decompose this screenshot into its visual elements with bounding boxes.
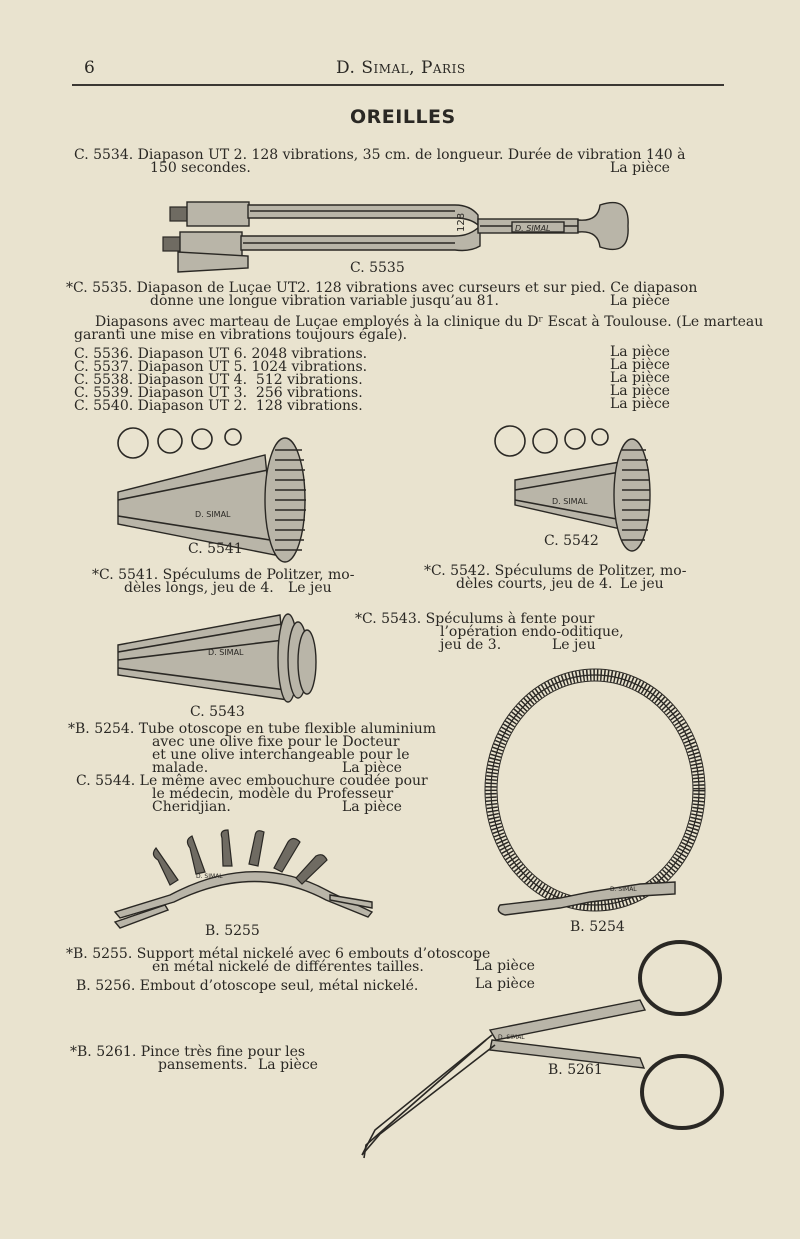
entry-b5255-line1: *B. 5255. Support métal nickelé avec 6 embouts d’otoscope (66, 946, 491, 962)
entry-c5534-price: La pièce (610, 160, 670, 176)
entry-b5255-line2: en métal nickelé de différentes tailles. (152, 959, 424, 975)
caption-c5541: C. 5541 (188, 541, 243, 557)
entry-b5261-price: La pièce (258, 1057, 318, 1073)
list-item-price: La pièce (610, 383, 670, 399)
caption-b5255: B. 5255 (205, 923, 260, 939)
entry-c5541-line2: dèles longs, jeu de 4. (124, 580, 274, 596)
entry-c5535-price: La pièce (610, 293, 670, 309)
list-item-price: La pièce (610, 370, 670, 386)
list-item-price: La pièce (610, 357, 670, 373)
entry-c5535-line1: *C. 5535. Diapason de Luçae UT2. 128 vibrations avec curseurs et sur pied. Ce diapason (66, 280, 698, 296)
speculum-slit-brand: D. SIMAL (208, 648, 244, 657)
fork-brand-engraving: D. SIMAL (515, 224, 551, 233)
entry-c5544-line2: le médecin, modèle du Professeur (152, 786, 394, 802)
entry-c5544-line3: Cheridjian. (152, 799, 231, 815)
speculum-short-brand: D. SIMAL (552, 497, 588, 506)
entry-b5256-price: La pièce (475, 976, 535, 992)
caption-b5261: B. 5261 (548, 1062, 603, 1078)
entry-c5544-price: La pièce (342, 799, 402, 815)
fork-number-engraving: 128 (456, 212, 467, 232)
entry-b5254-line3: et une olive interchangeable pour le (152, 747, 410, 763)
intro-line1: Diapasons avec marteau de Luçae employés à la clinique du Dʳ Escat à Toulouse. (Le marteau (95, 314, 764, 330)
entry-c5535-line2: donne une longue vibration variable jusqu’au 81. (150, 293, 499, 309)
forceps-brand: D. SIMAL (498, 1034, 525, 1041)
entry-c5541-line1: *C. 5541. Spéculums de Politzer, mo- (92, 567, 355, 583)
entry-c5542-line1: *C. 5542. Spéculums de Politzer, mo- (424, 563, 687, 579)
list-item-price: La pièce (610, 344, 670, 360)
entry-c5541-price: Le jeu (288, 580, 332, 596)
entry-b5254-line2: avec une olive fixe pour le Docteur (152, 734, 400, 750)
entry-c5542-price: Le jeu (620, 576, 664, 592)
list-item: C. 5537. Diapason UT 5. 1024 vibrations. (74, 359, 368, 375)
entry-b5261-line1: *B. 5261. Pince très fine pour les (70, 1044, 306, 1060)
running-title: D. Simal, Paris (336, 58, 466, 78)
caption-b5254: B. 5254 (570, 919, 625, 935)
entry-c5534-line1: C. 5534. Diapason UT 2. 128 vibrations, 35 cm. de longueur. Durée de vibration 140 à (74, 147, 686, 163)
entry-b5255-price: La pièce (475, 958, 535, 974)
entry-c5534-line2: 150 secondes. (150, 160, 251, 176)
list-item-price: La pièce (610, 396, 670, 412)
entry-b5261-line2: pansements. (158, 1057, 248, 1073)
list-item: C. 5539. Diapason UT 3. 256 vibrations. (74, 385, 363, 401)
caption-c5543: C. 5543 (190, 704, 245, 720)
entry-c5543-line1: *C. 5543. Spéculums à fente pour (355, 611, 595, 627)
tube-brand: D. SIMAL (610, 886, 637, 893)
entry-b5256-line1: B. 5256. Embout d’otoscope seul, métal nickelé. (76, 978, 419, 994)
list-item: C. 5540. Diapason UT 2. 128 vibrations. (74, 398, 363, 414)
caption-c5542: C. 5542 (544, 533, 599, 549)
entry-b5254-line1: *B. 5254. Tube otoscope en tube flexible aluminium (68, 721, 437, 737)
caption-c5535: C. 5535 (350, 260, 405, 276)
support-brand: D. SIMAL (196, 873, 223, 880)
entry-b5254-price: La pièce (342, 760, 402, 776)
entry-c5543-line3: jeu de 3. (440, 637, 502, 653)
intro-line2: garanti une mise en vibrations toujours égale). (74, 327, 408, 343)
entry-c5544-line1: C. 5544. Le même avec embouchure coudée pour (76, 773, 428, 789)
speculum-long-brand: D. SIMAL (195, 510, 231, 519)
entry-b5254-line4: malade. (152, 760, 209, 776)
list-item: C. 5538. Diapason UT 4. 512 vibrations. (74, 372, 363, 388)
entry-c5542-line2: dèles courts, jeu de 4. (456, 576, 613, 592)
entry-c5543-line2: l’opération endo-oditique, (440, 624, 624, 640)
entry-c5543-price: Le jeu (552, 637, 596, 653)
page-number: 6 (84, 58, 95, 78)
list-item: C. 5536. Diapason UT 6. 2048 vibrations. (74, 346, 368, 362)
section-title: OREILLES (350, 106, 456, 128)
